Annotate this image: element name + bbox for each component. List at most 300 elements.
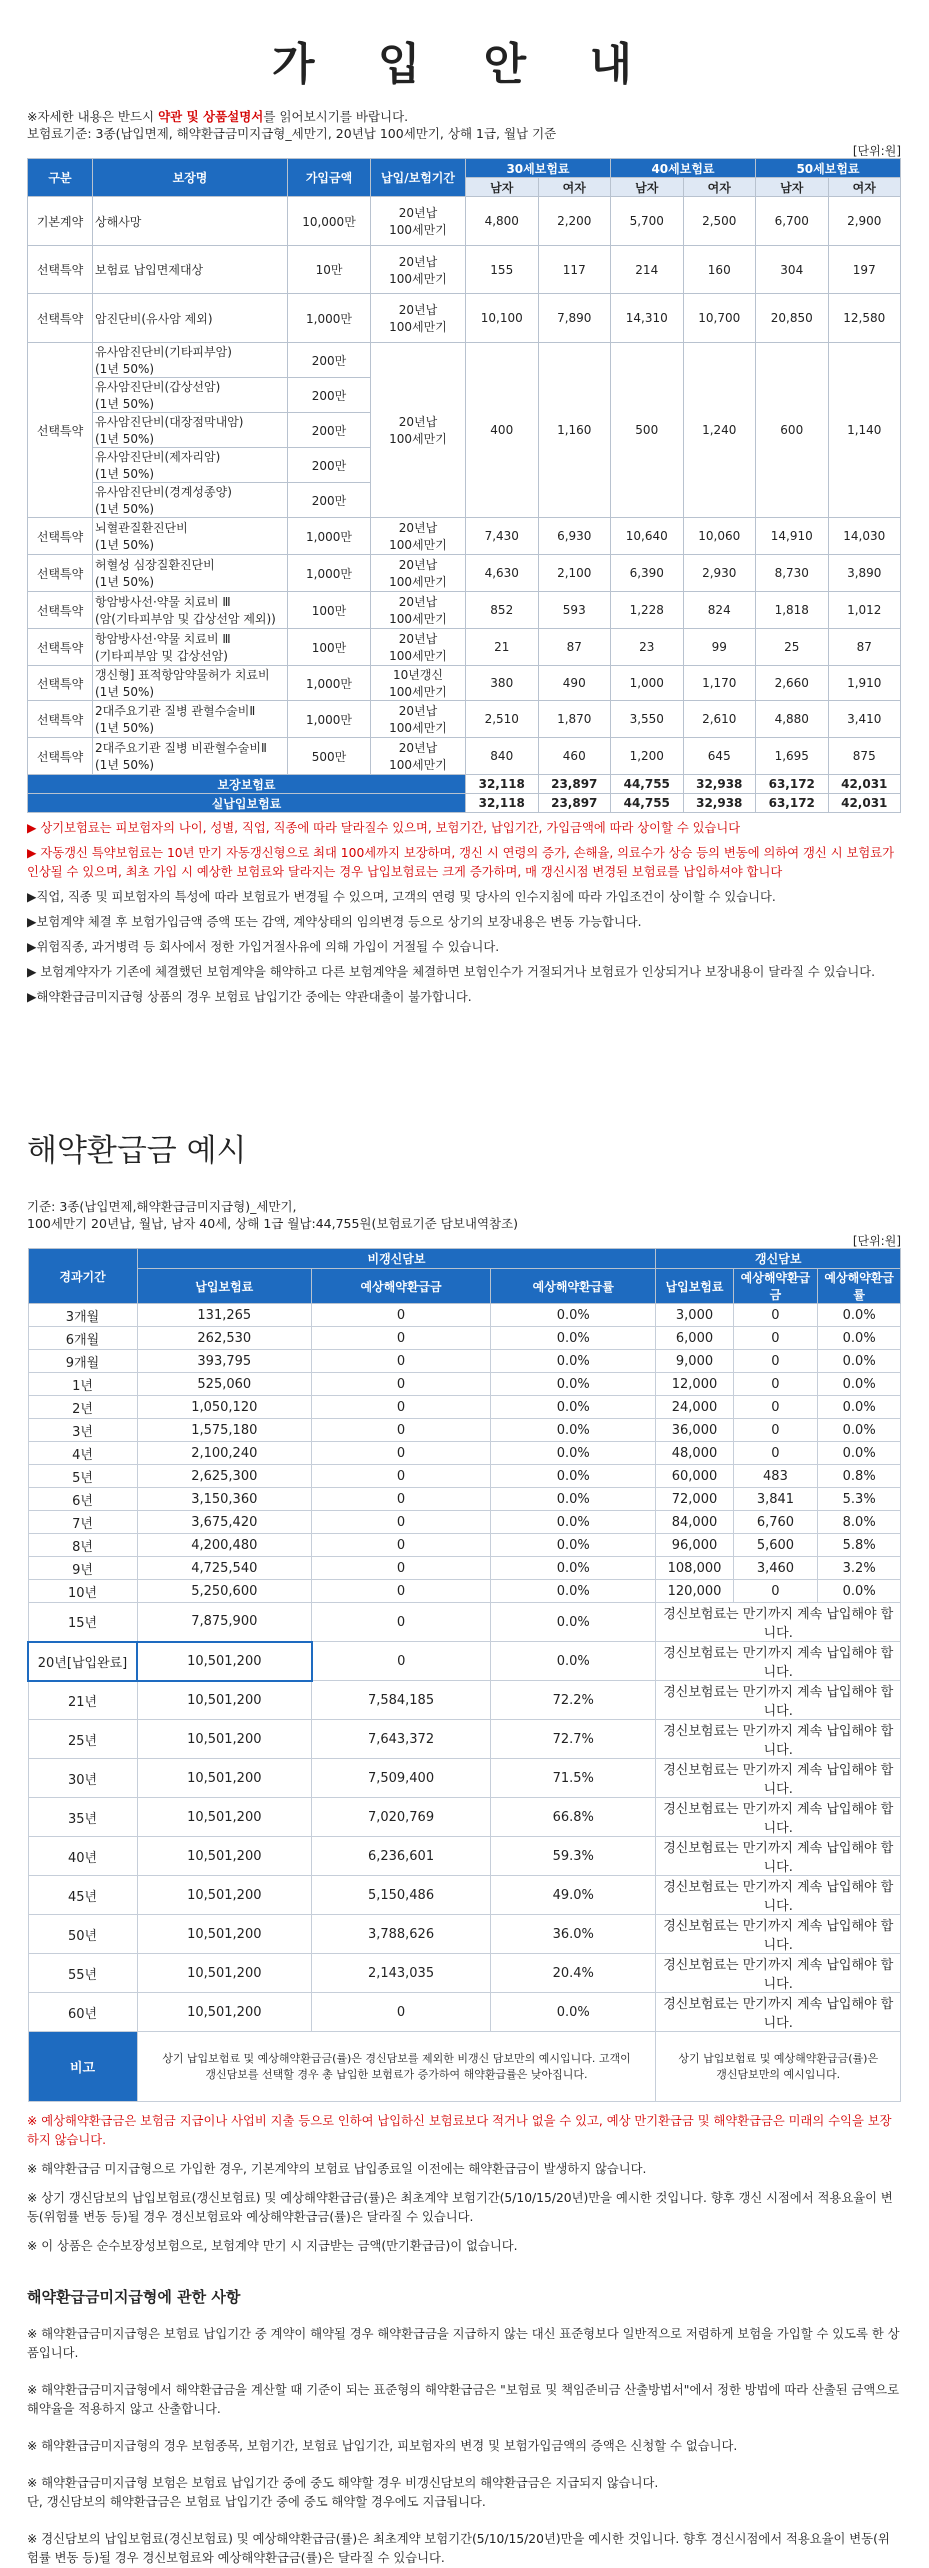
row-value: 10,640 [611,518,684,555]
row-value: 8.0% [818,1511,901,1534]
row-value: 25년 [28,1720,137,1759]
header-row-2 [28,1269,901,1304]
row-value: 6,930 [538,518,611,555]
row-value: 1,910 [828,666,901,701]
row-name: 2대주요기관 질병 관혈수술비Ⅱ (1년 50%) [93,701,288,738]
header-kind: 구분 [28,159,93,197]
header-age40: 40세보험료 [611,159,756,178]
table-row [28,555,901,592]
row-value: 10,501,200 [137,1681,312,1720]
unit-label: [단위:원] [852,144,901,158]
row-period: 20년납 100세만기 [371,197,466,246]
row-value: 108,000 [656,1557,733,1580]
header-female: 여자 [538,178,611,197]
row-value: 3,460 [733,1557,818,1580]
row-value: 160 [683,246,756,294]
header-female: 여자 [683,178,756,197]
total-row [28,775,901,794]
row-kind: 선택특약 [28,666,93,701]
row-period: 20년납 100세만기 [371,555,466,592]
row-value: 214 [611,246,684,294]
row-value: 40년 [28,1837,137,1876]
header-name: 보장명 [93,159,288,197]
row-value: 3,000 [656,1304,733,1327]
row-value: 59.3% [490,1837,656,1876]
row-value: 5,700 [611,197,684,246]
row-value: 840 [466,738,539,775]
row-value: 14,030 [828,518,901,555]
row-value: 3개월 [28,1304,137,1327]
row-value: 0.0% [818,1580,901,1603]
row-value: 10,501,200 [137,1720,312,1759]
row-value: 0.0% [490,1642,656,1681]
row-value: 10,501,200 [137,1993,312,2032]
row-kind: 선택특약 [28,294,93,343]
section3-title: 해약환급금미지급형에 관한 사항 [27,2288,241,2306]
row-value: 30년 [28,1759,137,1798]
table-row [28,1915,901,1954]
row-period: 20년납 100세만기 [371,592,466,629]
table-row [28,629,901,666]
row-period: 20년납 100세만기 [371,518,466,555]
header-row [28,1249,901,1269]
row-value: 0 [312,1327,491,1350]
row-value: 400 [466,343,539,518]
row-name: 2대주요기관 질병 비관혈수술비Ⅱ (1년 50%) [93,738,288,775]
row-kind: 선택특약 [28,246,93,294]
note-item: ▶해약환급금미지급형 상품의 경우 보험료 납입기간 중에는 약관대출이 불가합니다. [27,990,472,1004]
row-value: 25 [756,629,829,666]
table-row [28,1642,901,1681]
note-item: ▶보험계약 체결 후 보험가입금액 증액 또는 감액, 계약상태의 임의변경 등으로 상기의 보장내용은 변동 가능합니다. [27,915,642,929]
row-value: 50년 [28,1915,137,1954]
row-value: 7,890 [538,294,611,343]
row-value: 72.7% [490,1720,656,1759]
row-amount: 1,000만 [288,701,371,738]
row-value: 824 [683,592,756,629]
section3-item: ※ 경신담보의 납입보험료(경신보험료) 및 예상해약환급금(률)은 최초계약 보험기간(5/10/15/20년)만을 예시한 것입니다. 향후 경신시점에서 적용요율이 변동(위험률 변동 등)될 경우 경신보험료와 예상해약환급금(률)은 달라질 수 있습니다. [27,2532,890,2565]
row-value: 0.0% [490,1442,656,1465]
row-value: 10년 [28,1580,137,1603]
total-value: 63,172 [756,794,829,813]
row-value: 20년[납입완료] [28,1642,137,1681]
renew-message: 경신보험료는 만기까지 계속 납입해야 합니다. [656,1603,901,1642]
row-name: 유사암진단비(제자리암) (1년 50%) [93,448,288,483]
row-name: 암진단비(유사암 제외) [93,294,288,343]
row-value: 6년 [28,1488,137,1511]
row-value: 0 [733,1442,818,1465]
row-value: 48,000 [656,1442,733,1465]
header-col-0: 납입보험료 [137,1269,312,1304]
row-value: 852 [466,592,539,629]
row-value: 0 [733,1304,818,1327]
row-value: 4년 [28,1442,137,1465]
row-value: 1,870 [538,701,611,738]
table-row [28,1396,901,1419]
renew-message: 경신보험료는 만기까지 계속 납입해야 합니다. [656,1876,901,1915]
row-amount: 1,000만 [288,518,371,555]
table-row [28,1442,901,1465]
table-row [28,1837,901,1876]
row-value: 0.0% [490,1580,656,1603]
row-amount: 200만 [288,343,371,378]
total-value: 32,938 [683,775,756,794]
section2-title: 해약환급금 예시 [27,1133,247,1169]
row-name: 허혈성 심장질환진단비 (1년 50%) [93,555,288,592]
row-value: 9개월 [28,1350,137,1373]
row-value: 1,160 [538,343,611,518]
row-value: 5,150,486 [312,1876,491,1915]
row-value: 1,200 [611,738,684,775]
table-row [28,294,901,343]
page [27,0,901,2568]
table-row [28,666,901,701]
header-male: 남자 [756,178,829,197]
row-kind: 선택특약 [28,555,93,592]
table-row [28,197,901,246]
row-value: 155 [466,246,539,294]
row-value: 0 [312,1373,491,1396]
row-value: 10,700 [683,294,756,343]
row-value: 7,020,769 [312,1798,491,1837]
row-value: 49.0% [490,1876,656,1915]
row-value: 3,675,420 [137,1511,312,1534]
row-name: 유사암진단비(경계성종양) (1년 50%) [93,483,288,518]
row-value: 0.0% [490,1488,656,1511]
row-value: 0 [312,1304,491,1327]
row-amount: 500만 [288,738,371,775]
row-amount: 1,000만 [288,666,371,701]
row-value: 10,100 [466,294,539,343]
note-item: ※ 예상해약환급금은 보험금 지급이나 사업비 지출 등으로 인하여 납입하신 보험료보다 적거나 없을 수 있고, 예상 만기환급금 및 해약환급금은 미래의 수익을 보장하지 않습니다. [27,2114,892,2147]
row-value: 5년 [28,1465,137,1488]
row-value: 2,200 [538,197,611,246]
row-value: 0 [733,1350,818,1373]
row-value: 10,501,200 [137,1798,312,1837]
row-value: 1,695 [756,738,829,775]
row-value: 0.0% [490,1465,656,1488]
row-value: 12,000 [656,1373,733,1396]
row-value: 99 [683,629,756,666]
row-amount: 100만 [288,629,371,666]
row-value: 0 [733,1580,818,1603]
header-row [28,159,901,178]
row-name: 유사암진단비(갑상선암) (1년 50%) [93,378,288,413]
row-value: 2,510 [466,701,539,738]
renew-message: 경신보험료는 만기까지 계속 납입해야 합니다. [656,1954,901,1993]
row-name: 유사암진단비(기타피부암) (1년 50%) [93,343,288,378]
header-col-3: 납입보험료 [656,1269,733,1304]
row-value: 1,240 [683,343,756,518]
renew-message: 경신보험료는 만기까지 계속 납입해야 합니다. [656,1681,901,1720]
row-value: 1,228 [611,592,684,629]
row-value: 0.0% [490,1304,656,1327]
renew-message: 경신보험료는 만기까지 계속 납입해야 합니다. [656,1642,901,1681]
row-value: 0 [312,1442,491,1465]
note-item: ▶직업, 직종 및 피보험자의 특성에 따라 보험료가 변경될 수 있으며, 고객의 연령 및 당사의 인수지침에 따라 가입조건이 상이할 수 있습니다. [27,890,776,904]
row-value: 10,501,200 [137,1837,312,1876]
row-value: 4,800 [466,197,539,246]
row-value: 380 [466,666,539,701]
table-row [28,1603,901,1642]
note-item: ▶ 자동갱신 특약보험료는 10년 만기 자동갱신형으로 최대 100세까지 보장하며, 갱신 시 연령의 증가, 손해율, 의료수가 상승 등의 변동에 의하여 갱신 시 보험료가 인상될 수 있으며, 최초 가입 시 예상한 보험료와 달라지는 경우 납입보험료는 크게 증가하며, 매 갱신시점 변경된 보험료를 납입하셔야 합니다 [27,846,894,879]
row-value: 10,501,200 [137,1759,312,1798]
row-name: 보험료 납입면제대상 [93,246,288,294]
row-value: 7,509,400 [312,1759,491,1798]
total-value: 42,031 [828,794,901,813]
row-value: 0 [312,1557,491,1580]
note-item: ※ 상기 갱신담보의 납입보험료(갱신보험료) 및 예상해약환급금(률)은 최초계약 보험기간(5/10/15/20년)만을 예시한 것입니다. 향후 갱신 시점에서 적용요율이 변동(위험률 변동 등)될 경우 경신보험료와 예상해약환급금(률)은 달라질 수 있습니다. [27,2191,893,2224]
table-row [28,1373,901,1396]
row-value: 84,000 [656,1511,733,1534]
row-value: 490 [538,666,611,701]
row-value: 5,250,600 [137,1580,312,1603]
notes-1 [27,819,901,1007]
renew-message: 경신보험료는 만기까지 계속 납입해야 합니다. [656,1837,901,1876]
table-row [28,738,901,775]
row-period: 20년납 100세만기 [371,738,466,775]
row-value: 5.3% [818,1488,901,1511]
row-value: 0 [733,1327,818,1350]
row-value: 0.0% [818,1327,901,1350]
table-row [28,592,901,629]
table-row [28,1759,901,1798]
note-item: ※ 이 상품은 순수보장성보험으로, 보험계약 만기 시 지급받는 금액(만기환급금)이 없습니다. [27,2239,518,2253]
total-value: 44,755 [611,775,684,794]
table-row [28,1511,901,1534]
row-value: 66.8% [490,1798,656,1837]
row-value: 6,760 [733,1511,818,1534]
total-value: 32,938 [683,794,756,813]
row-value: 3,410 [828,701,901,738]
row-amount: 10,000만 [288,197,371,246]
row-name: 뇌혈관질환진단비 (1년 50%) [93,518,288,555]
row-value: 0 [733,1396,818,1419]
row-value: 4,630 [466,555,539,592]
total-value: 23,897 [538,794,611,813]
row-value: 0 [733,1373,818,1396]
total-value: 42,031 [828,775,901,794]
row-value: 14,310 [611,294,684,343]
row-value: 96,000 [656,1534,733,1557]
row-value: 7,584,185 [312,1681,491,1720]
row-value: 36,000 [656,1419,733,1442]
real-row [28,794,901,813]
header-col-5: 예상해약환급률 [818,1269,901,1304]
intro-line1: ※자세한 내용은 반드시 약관 및 상품설명서를 읽어보시기를 바랍니다. [27,109,409,124]
row-value: 0 [312,1465,491,1488]
remark-label: 비고 [28,2032,137,2102]
row-name: 항암방사선·약물 치료비 Ⅲ (기타피부암 및 갑상선암) [93,629,288,666]
row-amount: 200만 [288,378,371,413]
note-item: ▶ 상기보험료는 피보험자의 나이, 성별, 직업, 직종에 따라 달라질수 있으며, 보험기간, 납입기간, 가입금액에 따라 상이할 수 있습니다 [27,821,741,835]
refund-table [27,1248,901,2102]
table-row [28,246,901,294]
row-amount: 1,000만 [288,294,371,343]
row-value: 0.0% [490,1511,656,1534]
total-label: 보장보험료 [28,775,466,794]
row-name: 갱신형] 표적항암약물허가 치료비 (1년 50%) [93,666,288,701]
row-value: 24,000 [656,1396,733,1419]
row-value: 2,100 [538,555,611,592]
row-period: 20년납 100세만기 [371,294,466,343]
row-kind: 선택특약 [28,592,93,629]
row-value: 0.0% [818,1396,901,1419]
row-value: 3,890 [828,555,901,592]
row-value: 2,500 [683,197,756,246]
row-value: 1,170 [683,666,756,701]
row-value: 1,000 [611,666,684,701]
table-row [28,1720,901,1759]
row-value: 0.0% [490,1373,656,1396]
row-value: 6개월 [28,1327,137,1350]
row-value: 20.4% [490,1954,656,1993]
row-period: 20년납 100세만기 [371,629,466,666]
row-value: 2,610 [683,701,756,738]
row-value: 0 [312,1534,491,1557]
row-value: 645 [683,738,756,775]
row-value: 36.0% [490,1915,656,1954]
row-value: 0.0% [818,1350,901,1373]
row-value: 10,501,200 [137,1642,312,1681]
note-item: ※ 해약환급금 미지급형으로 가입한 경우, 기본계약의 보험료 납입종료일 이전에는 해약환급금이 발생하지 않습니다. [27,2162,647,2176]
row-value: 117 [538,246,611,294]
row-value: 2,900 [828,197,901,246]
table-row [28,1304,901,1327]
section3-item: ※ 해약환급금미지급형의 경우 보험종목, 보험기간, 보험료 납입기간, 피보험자의 변경 및 보험가입금액의 증액은 신청할 수 없습니다. [27,2439,738,2453]
header-amount: 가입금액 [288,159,371,197]
row-value: 10,501,200 [137,1954,312,1993]
row-value: 1년 [28,1373,137,1396]
row-value: 460 [538,738,611,775]
row-value: 0.0% [490,1419,656,1442]
section3-list [27,2325,901,2568]
header-nonrenew: 비갱신담보 [137,1249,656,1269]
row-value: 1,140 [828,343,901,518]
row-value: 23 [611,629,684,666]
row-value: 2,143,035 [312,1954,491,1993]
row-value: 6,000 [656,1327,733,1350]
row-value: 2,930 [683,555,756,592]
table-row [28,343,901,378]
notes-2 [27,2112,901,2256]
row-kind: 선택특약 [28,518,93,555]
row-value: 14,910 [756,518,829,555]
row-kind: 기본계약 [28,197,93,246]
table-row [28,1681,901,1720]
header-col-1: 예상해약환급금 [312,1269,491,1304]
row-value: 1,818 [756,592,829,629]
row-value: 8,730 [756,555,829,592]
row-value: 55년 [28,1954,137,1993]
table-row [28,1488,901,1511]
basis-line1: 기준: 3종(납입면제,해약환급금미지급형)_세만기, [27,1199,297,1214]
row-value: 6,700 [756,197,829,246]
header-female: 여자 [828,178,901,197]
row-value: 0 [312,1603,491,1642]
header-age30: 30세보험료 [466,159,611,178]
row-value: 600 [756,343,829,518]
row-value: 60년 [28,1993,137,2032]
row-amount: 1,000만 [288,555,371,592]
row-value: 1,575,180 [137,1419,312,1442]
row-value: 4,725,540 [137,1557,312,1580]
header-male: 남자 [611,178,684,197]
renew-message: 경신보험료는 만기까지 계속 납입해야 합니다. [656,1993,901,2032]
row-value: 9년 [28,1557,137,1580]
row-value: 20,850 [756,294,829,343]
renew-message: 경신보험료는 만기까지 계속 납입해야 합니다. [656,1720,901,1759]
row-value: 5,600 [733,1534,818,1557]
row-kind: 선택특약 [28,629,93,666]
note-item: ▶위험직종, 과거병력 등 회사에서 정한 가입거절사유에 의해 가입이 거절될 수 있습니다. [27,940,500,954]
table-row [28,518,901,555]
row-value: 9,000 [656,1350,733,1373]
row-period: 20년납 100세만기 [371,246,466,294]
row-value: 15년 [28,1603,137,1642]
row-value: 0 [312,1993,491,2032]
row-value: 0.0% [490,1993,656,2032]
table-row [28,1993,901,2032]
row-value: 87 [828,629,901,666]
row-value: 0 [312,1488,491,1511]
row-value: 7년 [28,1511,137,1534]
row-value: 8년 [28,1534,137,1557]
note-item: ▶ 보험계약자가 기존에 체결했던 보험계약을 해약하고 다른 보험계약을 체결하면 보험인수가 거절되거나 보험료가 인상되거나 보장내용이 달라질 수 있습니다. [27,965,876,979]
row-value: 120,000 [656,1580,733,1603]
row-value: 0.0% [490,1350,656,1373]
row-value: 2년 [28,1396,137,1419]
renew-message: 경신보험료는 만기까지 계속 납입해야 합니다. [656,1915,901,1954]
table-row [28,1465,901,1488]
row-amount: 200만 [288,413,371,448]
row-amount: 200만 [288,483,371,518]
row-value: 4,880 [756,701,829,738]
row-value: 2,660 [756,666,829,701]
basis-line2: 100세만기 20년납, 월납, 남자 40세, 상해 1급 월납:44,755원(보험료기준 담보내역참조) [27,1216,519,1231]
row-period: 20년납 100세만기 [371,343,466,518]
table-row [28,1954,901,1993]
table-row [28,1580,901,1603]
renew-message: 경신보험료는 만기까지 계속 납입해야 합니다. [656,1798,901,1837]
row-kind: 선택특약 [28,738,93,775]
row-period: 20년납 100세만기 [371,701,466,738]
row-value: 10,060 [683,518,756,555]
row-name: 유사암진단비(대장점막내암) (1년 50%) [93,413,288,448]
row-value: 6,390 [611,555,684,592]
row-value: 304 [756,246,829,294]
total-label: 실납입보험료 [28,794,466,813]
row-value: 0 [312,1396,491,1419]
row-value: 500 [611,343,684,518]
row-name: 항암방사선·약물 치료비 Ⅲ (암(기타피부암 및 갑상선암 제외)) [93,592,288,629]
premium-table [27,158,901,813]
header-period: 경과기간 [28,1249,137,1304]
row-value: 72,000 [656,1488,733,1511]
row-value: 525,060 [137,1373,312,1396]
renew-message: 경신보험료는 만기까지 계속 납입해야 합니다. [656,1759,901,1798]
row-value: 0 [312,1642,491,1681]
row-kind: 선택특약 [28,343,93,518]
row-value: 10,501,200 [137,1876,312,1915]
unit-label-2: [단위:원] [852,1234,901,1248]
row-value: 87 [538,629,611,666]
table-row [28,1327,901,1350]
row-value: 0 [312,1511,491,1534]
row-value: 0.0% [490,1327,656,1350]
row-value: 35년 [28,1798,137,1837]
row-value: 71.5% [490,1759,656,1798]
